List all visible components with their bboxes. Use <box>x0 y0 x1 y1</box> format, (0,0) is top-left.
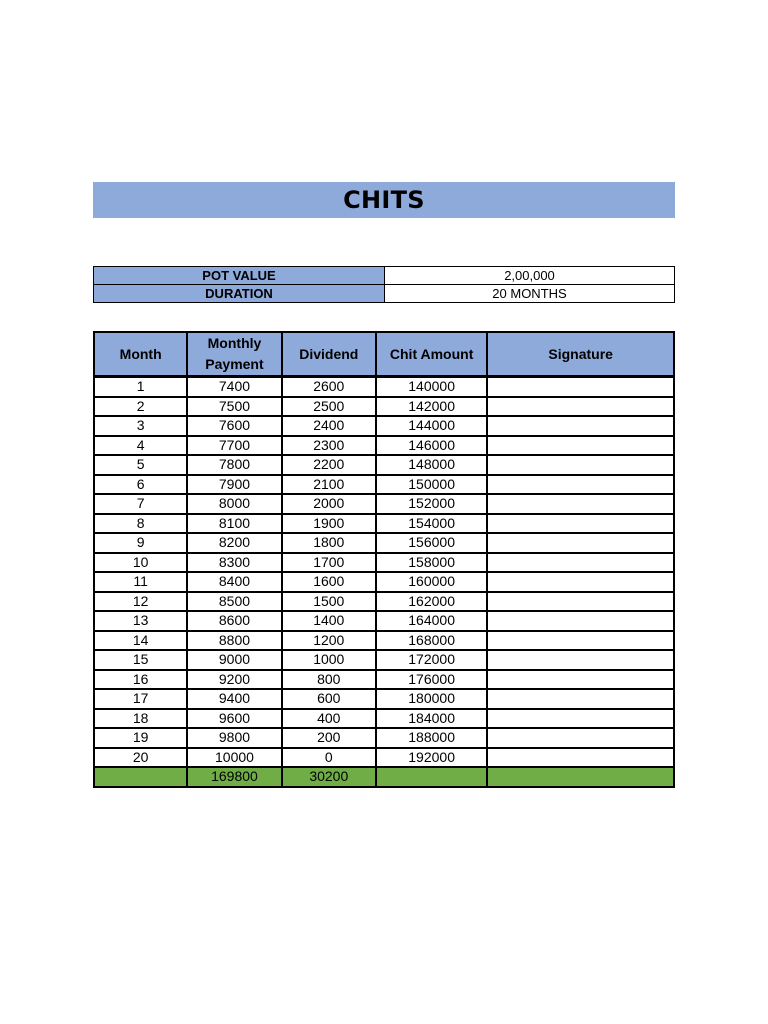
pot-value-label: POT VALUE <box>94 267 385 285</box>
signature-cell <box>487 494 674 514</box>
payment-cell: 8200 <box>187 533 281 553</box>
month-cell: 10 <box>94 553 187 573</box>
dividend-cell: 2300 <box>282 436 376 456</box>
month-cell: 20 <box>94 748 187 768</box>
chit-amount-cell: 152000 <box>376 494 487 514</box>
payment-cell: 9200 <box>187 670 281 690</box>
totals-row <box>94 767 674 787</box>
signature-cell <box>487 397 674 417</box>
payment-cell: 9800 <box>187 728 281 748</box>
dividend-cell: 1800 <box>282 533 376 553</box>
table-row <box>94 436 674 456</box>
signature-cell <box>487 631 674 651</box>
header-monthly-payment-line1: Monthly <box>207 335 262 351</box>
payment-cell: 8000 <box>187 494 281 514</box>
signature-cell <box>487 611 674 631</box>
payment-cell: 8300 <box>187 553 281 573</box>
signature-cell <box>487 533 674 553</box>
month-cell: 8 <box>94 514 187 534</box>
payment-cell: 8500 <box>187 592 281 612</box>
chit-amount-cell: 146000 <box>376 436 487 456</box>
payment-cell: 10000 <box>187 748 281 768</box>
signature-cell <box>487 455 674 475</box>
total-dividend-cell: 30200 <box>282 767 376 787</box>
month-cell: 11 <box>94 572 187 592</box>
dividend-cell: 2000 <box>282 494 376 514</box>
payment-cell: 7500 <box>187 397 281 417</box>
table-row <box>94 397 674 417</box>
payment-cell: 8800 <box>187 631 281 651</box>
dividend-cell: 2100 <box>282 475 376 495</box>
signature-cell <box>487 748 674 768</box>
header-chit-amount: Chit Amount <box>376 332 487 377</box>
chit-amount-cell: 160000 <box>376 572 487 592</box>
signature-cell <box>487 475 674 495</box>
table-row <box>94 494 674 514</box>
dividend-cell: 2500 <box>282 397 376 417</box>
payment-cell: 8600 <box>187 611 281 631</box>
month-cell: 3 <box>94 416 187 436</box>
chit-schedule-table <box>93 331 675 788</box>
month-cell: 1 <box>94 377 187 397</box>
header-signature: Signature <box>487 332 674 377</box>
table-row <box>94 650 674 670</box>
table-body <box>94 377 674 768</box>
table-row <box>94 689 674 709</box>
pot-value: 2,00,000 <box>385 267 675 285</box>
chit-amount-cell: 192000 <box>376 748 487 768</box>
dividend-cell: 1400 <box>282 611 376 631</box>
payment-cell: 7800 <box>187 455 281 475</box>
table-row <box>94 748 674 768</box>
title-banner <box>93 182 675 218</box>
info-row-pot-value <box>94 267 675 285</box>
dividend-cell: 1500 <box>282 592 376 612</box>
header-dividend: Dividend <box>282 332 376 377</box>
signature-cell <box>487 592 674 612</box>
month-cell: 16 <box>94 670 187 690</box>
dividend-cell: 2400 <box>282 416 376 436</box>
chit-amount-cell: 162000 <box>376 592 487 612</box>
chit-amount-cell: 176000 <box>376 670 487 690</box>
chit-amount-cell: 188000 <box>376 728 487 748</box>
dividend-cell: 2200 <box>282 455 376 475</box>
total-signature-cell <box>487 767 674 787</box>
dividend-cell: 800 <box>282 670 376 690</box>
table-row <box>94 475 674 495</box>
dividend-cell: 400 <box>282 709 376 729</box>
chit-amount-cell: 156000 <box>376 533 487 553</box>
payment-cell: 9600 <box>187 709 281 729</box>
payment-cell: 7700 <box>187 436 281 456</box>
total-month-cell <box>94 767 187 787</box>
dividend-cell: 1700 <box>282 553 376 573</box>
chit-amount-cell: 140000 <box>376 377 487 397</box>
dividend-cell: 1900 <box>282 514 376 534</box>
table-row <box>94 514 674 534</box>
signature-cell <box>487 728 674 748</box>
month-cell: 19 <box>94 728 187 748</box>
month-cell: 17 <box>94 689 187 709</box>
table-row <box>94 592 674 612</box>
signature-cell <box>487 670 674 690</box>
dividend-cell: 1000 <box>282 650 376 670</box>
payment-cell: 8400 <box>187 572 281 592</box>
signature-cell <box>487 377 674 397</box>
signature-cell <box>487 572 674 592</box>
table-row <box>94 533 674 553</box>
chit-amount-cell: 148000 <box>376 455 487 475</box>
payment-cell: 7600 <box>187 416 281 436</box>
signature-cell <box>487 514 674 534</box>
month-cell: 13 <box>94 611 187 631</box>
payment-cell: 8100 <box>187 514 281 534</box>
total-chit-cell <box>376 767 487 787</box>
signature-cell <box>487 436 674 456</box>
chit-amount-cell: 180000 <box>376 689 487 709</box>
table-header-row <box>94 332 674 377</box>
chit-amount-cell: 164000 <box>376 611 487 631</box>
header-month: Month <box>94 332 187 377</box>
chit-amount-cell: 150000 <box>376 475 487 495</box>
signature-cell <box>487 709 674 729</box>
chit-amount-cell: 172000 <box>376 650 487 670</box>
dividend-cell: 1200 <box>282 631 376 651</box>
payment-cell: 9000 <box>187 650 281 670</box>
total-payment-cell: 169800 <box>187 767 281 787</box>
dividend-cell: 0 <box>282 748 376 768</box>
table-row <box>94 670 674 690</box>
chit-amount-cell: 144000 <box>376 416 487 436</box>
month-cell: 4 <box>94 436 187 456</box>
page-title: CHITS <box>343 186 425 214</box>
table-row <box>94 553 674 573</box>
table-row <box>94 611 674 631</box>
chit-amount-cell: 154000 <box>376 514 487 534</box>
header-monthly-payment <box>187 332 281 377</box>
table-row <box>94 416 674 436</box>
month-cell: 15 <box>94 650 187 670</box>
month-cell: 5 <box>94 455 187 475</box>
chit-amount-cell: 168000 <box>376 631 487 651</box>
chit-amount-cell: 184000 <box>376 709 487 729</box>
table-row <box>94 728 674 748</box>
signature-cell <box>487 650 674 670</box>
signature-cell <box>487 416 674 436</box>
dividend-cell: 2600 <box>282 377 376 397</box>
month-cell: 18 <box>94 709 187 729</box>
duration-value: 20 MONTHS <box>385 285 675 303</box>
table-row <box>94 455 674 475</box>
dividend-cell: 200 <box>282 728 376 748</box>
duration-label: DURATION <box>94 285 385 303</box>
payment-cell: 9400 <box>187 689 281 709</box>
info-row-duration <box>94 285 675 303</box>
info-table <box>93 266 675 303</box>
dividend-cell: 600 <box>282 689 376 709</box>
dividend-cell: 1600 <box>282 572 376 592</box>
signature-cell <box>487 689 674 709</box>
month-cell: 14 <box>94 631 187 651</box>
payment-cell: 7400 <box>187 377 281 397</box>
month-cell: 6 <box>94 475 187 495</box>
month-cell: 9 <box>94 533 187 553</box>
signature-cell <box>487 553 674 573</box>
month-cell: 7 <box>94 494 187 514</box>
table-row <box>94 631 674 651</box>
table-row <box>94 572 674 592</box>
month-cell: 2 <box>94 397 187 417</box>
chit-amount-cell: 142000 <box>376 397 487 417</box>
table-row <box>94 709 674 729</box>
header-monthly-payment-line2: Payment <box>205 356 264 372</box>
month-cell: 12 <box>94 592 187 612</box>
table-row <box>94 377 674 397</box>
chit-amount-cell: 158000 <box>376 553 487 573</box>
payment-cell: 7900 <box>187 475 281 495</box>
